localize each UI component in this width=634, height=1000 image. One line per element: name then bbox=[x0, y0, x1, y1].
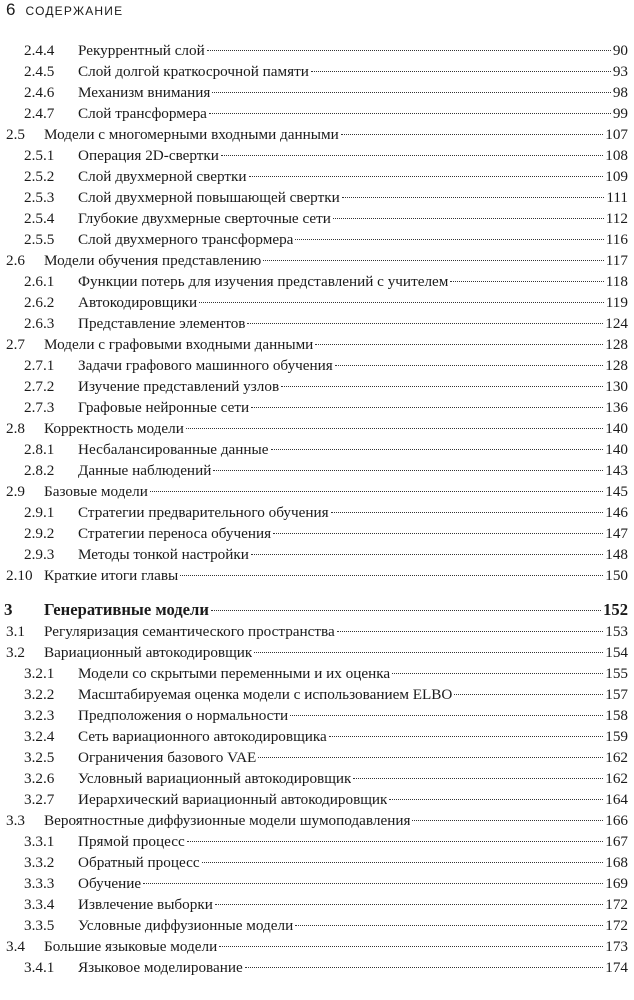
toc-entry-number: 3.2.7 bbox=[24, 791, 55, 808]
toc-entry[interactable] bbox=[4, 105, 628, 126]
toc-entry-number: 2.4.5 bbox=[24, 63, 55, 80]
dot-leader bbox=[258, 757, 603, 758]
toc-entry-number: 3.2 bbox=[6, 644, 25, 661]
toc-entry-page: 164 bbox=[605, 791, 628, 808]
toc-entry-page: 130 bbox=[605, 378, 628, 395]
dot-leader bbox=[254, 652, 603, 653]
toc-entry-number: 2.9.3 bbox=[24, 546, 55, 563]
toc-entry-number: 3.4 bbox=[6, 938, 25, 955]
toc-entry[interactable] bbox=[4, 483, 628, 504]
dot-leader bbox=[215, 904, 603, 905]
toc-entry-page: 119 bbox=[605, 294, 628, 311]
toc-entry[interactable] bbox=[4, 546, 628, 567]
toc-entry[interactable] bbox=[4, 126, 628, 147]
toc-entry-page: 128 bbox=[605, 336, 628, 353]
toc-entry[interactable] bbox=[4, 147, 628, 168]
toc-entry[interactable] bbox=[4, 399, 628, 420]
toc-entry-title: Предположения о нормальности bbox=[78, 707, 289, 724]
toc-entry[interactable] bbox=[4, 959, 628, 980]
dot-leader bbox=[221, 155, 603, 156]
dot-leader bbox=[295, 925, 603, 926]
dot-leader bbox=[271, 449, 604, 450]
toc-entry-page: 168 bbox=[605, 854, 628, 871]
dot-leader bbox=[207, 50, 611, 51]
toc-entry-title: Стратегии предварительного обучения bbox=[78, 504, 329, 521]
toc-entry[interactable] bbox=[4, 63, 628, 84]
toc-entry-page: 159 bbox=[605, 728, 628, 745]
toc-entry-title: Задачи графового машинного обучения bbox=[78, 357, 333, 374]
toc-entry[interactable] bbox=[4, 210, 628, 231]
toc-entry-number: 3.2.5 bbox=[24, 749, 55, 766]
toc-entry-page: 174 bbox=[605, 959, 628, 976]
dot-leader bbox=[329, 736, 603, 737]
toc-entry-page: 172 bbox=[605, 896, 628, 913]
dot-leader bbox=[295, 239, 603, 240]
dot-leader bbox=[249, 176, 604, 177]
toc-entry-page: 153 bbox=[605, 623, 628, 640]
toc-entry-page: 124 bbox=[605, 315, 628, 332]
toc-entry-title: Операция 2D-свертки bbox=[78, 147, 219, 164]
page-number: 6 bbox=[6, 0, 16, 19]
toc-entry-number: 2.5.1 bbox=[24, 147, 55, 164]
toc-entry-number: 2.5.2 bbox=[24, 168, 55, 185]
toc-entry-page: 162 bbox=[605, 749, 628, 766]
toc-entry-number: 3.3.3 bbox=[24, 875, 55, 892]
toc-entry-title: Механизм внимания bbox=[78, 84, 211, 101]
toc-entry-number: 2.5.4 bbox=[24, 210, 55, 227]
toc-entry-number: 2.5.5 bbox=[24, 231, 55, 248]
toc-entry-page: 172 bbox=[605, 917, 628, 934]
toc-entry[interactable] bbox=[4, 294, 628, 315]
toc-entry-page: 152 bbox=[603, 600, 628, 619]
toc-entry-number: 2.6.3 bbox=[24, 315, 55, 332]
toc-entry[interactable] bbox=[4, 504, 628, 525]
dot-leader bbox=[281, 386, 603, 387]
dot-leader bbox=[331, 512, 604, 513]
dot-leader bbox=[202, 862, 604, 863]
toc-entry-title: Слой долгой краткосрочной памяти bbox=[78, 63, 309, 80]
toc-entry-title: Графовые нейронные сети bbox=[78, 399, 250, 416]
toc-entry-title: Слой трансформера bbox=[78, 105, 207, 122]
toc-entry[interactable] bbox=[4, 896, 628, 917]
toc-entry-number: 2.8 bbox=[6, 420, 25, 437]
toc-entry-title: Вероятностные диффузионные модели шумоподавления bbox=[44, 812, 411, 829]
toc-entry[interactable] bbox=[4, 315, 628, 336]
toc-entry-page: 154 bbox=[605, 644, 628, 661]
toc-entry-number: 3.3 bbox=[6, 812, 25, 829]
toc-entry-title: Модели с многомерными входными данными bbox=[44, 126, 339, 143]
toc-entry-page: 128 bbox=[605, 357, 628, 374]
toc-entry[interactable] bbox=[4, 441, 628, 462]
dot-leader bbox=[143, 883, 603, 884]
dot-leader bbox=[199, 302, 604, 303]
toc-entry-page: 162 bbox=[605, 770, 628, 787]
toc-entry-page: 99 bbox=[612, 105, 628, 122]
toc-entry[interactable] bbox=[4, 168, 628, 189]
toc-entry-page: 143 bbox=[605, 462, 628, 479]
toc-entry-page: 111 bbox=[606, 189, 628, 206]
dot-leader bbox=[341, 134, 604, 135]
toc-entry[interactable] bbox=[4, 357, 628, 378]
toc-entry-number: 2.6 bbox=[6, 252, 25, 269]
toc-entry-number: 2.9 bbox=[6, 483, 25, 500]
toc-entry[interactable] bbox=[4, 644, 628, 665]
dot-leader bbox=[342, 197, 605, 198]
toc-entry-page: 116 bbox=[605, 231, 628, 248]
toc-entry[interactable] bbox=[4, 600, 628, 623]
toc-entry-page: 118 bbox=[605, 273, 628, 290]
dot-leader bbox=[454, 694, 603, 695]
toc-entry[interactable] bbox=[4, 252, 628, 273]
toc-entry[interactable] bbox=[4, 336, 628, 357]
toc-entry[interactable] bbox=[4, 378, 628, 399]
toc-entry-number: 3.4.1 bbox=[24, 959, 55, 976]
running-title: СОДЕРЖАНИЕ bbox=[25, 4, 124, 18]
dot-leader bbox=[245, 967, 603, 968]
dot-leader bbox=[337, 631, 603, 632]
toc-entry-title: Глубокие двухмерные сверточные сети bbox=[78, 210, 331, 227]
toc-entry-page: 117 bbox=[605, 252, 628, 269]
table-of-contents bbox=[4, 42, 628, 980]
toc-entry[interactable] bbox=[4, 707, 628, 728]
toc-entry[interactable] bbox=[4, 791, 628, 812]
dot-leader bbox=[247, 323, 603, 324]
dot-leader bbox=[209, 113, 611, 114]
dot-leader bbox=[219, 946, 603, 947]
toc-entry-number: 3.2.1 bbox=[24, 665, 55, 682]
toc-entry-number: 2.5 bbox=[6, 126, 25, 143]
toc-entry-page: 169 bbox=[605, 875, 628, 892]
toc-entry-title: Прямой процесс bbox=[78, 833, 185, 850]
toc-entry-number: 3.3.1 bbox=[24, 833, 55, 850]
toc-entry[interactable] bbox=[4, 833, 628, 854]
toc-entry[interactable] bbox=[4, 686, 628, 707]
toc-entry[interactable] bbox=[4, 770, 628, 791]
toc-entry-title: Извлечение выборки bbox=[78, 896, 213, 913]
toc-entry-title: Вариационный автокодировщик bbox=[44, 644, 253, 661]
toc-entry-number: 3.2.6 bbox=[24, 770, 55, 787]
toc-entry-number: 3.3.4 bbox=[24, 896, 55, 913]
toc-entry[interactable] bbox=[4, 420, 628, 441]
toc-entry-title: Модели с графовыми входными данными bbox=[44, 336, 314, 353]
toc-entry-number: 2.7.2 bbox=[24, 378, 55, 395]
dot-leader bbox=[263, 260, 604, 261]
toc-entry-title: Несбалансированные данные bbox=[78, 441, 269, 458]
toc-entry-number: 3.3.2 bbox=[24, 854, 55, 871]
toc-entry-title: Данные наблюдений bbox=[78, 462, 212, 479]
toc-entry-page: 112 bbox=[605, 210, 628, 227]
toc-entry[interactable] bbox=[4, 728, 628, 749]
toc-entry-title: Представление элементов bbox=[78, 315, 246, 332]
toc-entry-number: 3.2.2 bbox=[24, 686, 55, 703]
toc-entry[interactable] bbox=[4, 84, 628, 105]
dot-leader bbox=[180, 575, 603, 576]
dot-leader bbox=[353, 778, 603, 779]
toc-entry-title: Обратный процесс bbox=[78, 854, 200, 871]
toc-entry-number: 2.9.2 bbox=[24, 525, 55, 542]
toc-entry-page: 146 bbox=[605, 504, 628, 521]
chapter-spacer bbox=[4, 588, 628, 600]
toc-entry-title: Сеть вариационного автокодировщика bbox=[78, 728, 327, 745]
toc-entry-page: 145 bbox=[605, 483, 628, 500]
toc-entry-page: 136 bbox=[605, 399, 628, 416]
toc-entry-number: 2.4.4 bbox=[24, 42, 55, 59]
toc-entry[interactable] bbox=[4, 854, 628, 875]
toc-entry-title: Слой двухмерного трансформера bbox=[78, 231, 294, 248]
dot-leader bbox=[392, 673, 603, 674]
dot-leader bbox=[251, 554, 603, 555]
toc-entry-page: 98 bbox=[612, 84, 628, 101]
toc-entry-title: Изучение представлений узлов bbox=[78, 378, 280, 395]
toc-entry-page: 140 bbox=[605, 441, 628, 458]
dot-leader bbox=[450, 281, 603, 282]
dot-leader bbox=[389, 799, 603, 800]
dot-leader bbox=[150, 491, 603, 492]
toc-entry-number: 3.2.4 bbox=[24, 728, 55, 745]
toc-entry-title: Краткие итоги главы bbox=[44, 567, 179, 584]
toc-entry-number: 3.1 bbox=[6, 623, 25, 640]
toc-entry-number: 2.6.2 bbox=[24, 294, 55, 311]
page-header bbox=[6, 0, 123, 22]
dot-leader bbox=[187, 841, 603, 842]
toc-entry-page: 108 bbox=[605, 147, 628, 164]
toc-entry-title: Автокодировщики bbox=[78, 294, 198, 311]
toc-entry-number: 2.4.7 bbox=[24, 105, 55, 122]
toc-entry-title: Регуляризация семантического пространства bbox=[44, 623, 335, 640]
toc-entry-page: 166 bbox=[605, 812, 628, 829]
toc-entry-page: 167 bbox=[605, 833, 628, 850]
toc-entry-title: Масштабируемая оценка модели с использованием ELBO bbox=[78, 686, 453, 703]
toc-entry-title: Иерархический вариационный автокодировщик bbox=[78, 791, 388, 808]
toc-entry-number: 2.4.6 bbox=[24, 84, 55, 101]
toc-entry[interactable] bbox=[4, 567, 628, 588]
toc-entry[interactable] bbox=[4, 42, 628, 63]
toc-entry[interactable] bbox=[4, 273, 628, 294]
dot-leader bbox=[412, 820, 603, 821]
toc-entry-page: 173 bbox=[605, 938, 628, 955]
toc-entry-page: 107 bbox=[605, 126, 628, 143]
toc-entry-title: Модели со скрытыми переменными и их оценка bbox=[78, 665, 391, 682]
toc-entry-page: 93 bbox=[612, 63, 628, 80]
toc-entry-title: Методы тонкой настройки bbox=[78, 546, 249, 563]
toc-entry-page: 140 bbox=[605, 420, 628, 437]
toc-entry-number: 3.2.3 bbox=[24, 707, 55, 724]
dot-leader bbox=[212, 92, 610, 93]
dot-leader bbox=[335, 365, 603, 366]
toc-entry-title: Условный вариационный автокодировщик bbox=[78, 770, 352, 787]
toc-entry-page: 155 bbox=[605, 665, 628, 682]
toc-entry-number: 2.7.3 bbox=[24, 399, 55, 416]
toc-entry-title: Слой двухмерной повышающей свертки bbox=[78, 189, 340, 206]
toc-entry-title: Базовые модели bbox=[44, 483, 148, 500]
toc-entry-page: 90 bbox=[612, 42, 628, 59]
toc-entry-number: 2.6.1 bbox=[24, 273, 55, 290]
toc-entry-title: Условные диффузионные модели bbox=[78, 917, 294, 934]
toc-entry-title: Модели обучения представлению bbox=[44, 252, 262, 269]
toc-entry-page: 109 bbox=[605, 168, 628, 185]
toc-entry[interactable] bbox=[4, 875, 628, 896]
toc-entry[interactable] bbox=[4, 665, 628, 686]
toc-entry-number: 2.8.2 bbox=[24, 462, 55, 479]
dot-leader bbox=[186, 428, 603, 429]
dot-leader bbox=[290, 715, 603, 716]
dot-leader bbox=[213, 470, 603, 471]
dot-leader bbox=[315, 344, 603, 345]
toc-entry[interactable] bbox=[4, 938, 628, 959]
toc-entry-title: Функции потерь для изучения представлений с учителем bbox=[78, 273, 449, 290]
dot-leader bbox=[251, 407, 603, 408]
toc-entry-title: Генеративные модели bbox=[44, 600, 209, 619]
toc-entry-title: Рекуррентный слой bbox=[78, 42, 205, 59]
toc-entry-title: Ограничения базового VAE bbox=[78, 749, 257, 766]
toc-entry-number: 2.10 bbox=[6, 567, 33, 584]
toc-entry[interactable] bbox=[4, 462, 628, 483]
toc-entry-page: 157 bbox=[605, 686, 628, 703]
toc-entry-number: 2.9.1 bbox=[24, 504, 55, 521]
toc-entry-page: 150 bbox=[605, 567, 628, 584]
toc-entry-title: Языковое моделирование bbox=[78, 959, 243, 976]
toc-entry[interactable] bbox=[4, 812, 628, 833]
toc-entry[interactable] bbox=[4, 623, 628, 644]
toc-entry-number: 2.8.1 bbox=[24, 441, 55, 458]
toc-entry-page: 147 bbox=[605, 525, 628, 542]
toc-entry[interactable] bbox=[4, 231, 628, 252]
toc-entry-page: 158 bbox=[605, 707, 628, 724]
toc-entry-page: 148 bbox=[605, 546, 628, 563]
toc-entry-title: Слой двухмерной свертки bbox=[78, 168, 247, 185]
dot-leader bbox=[211, 610, 601, 611]
toc-entry[interactable] bbox=[4, 917, 628, 938]
dot-leader bbox=[273, 533, 603, 534]
toc-entry[interactable] bbox=[4, 189, 628, 210]
toc-entry-title: Стратегии переноса обучения bbox=[78, 525, 272, 542]
toc-entry-title: Корректность модели bbox=[44, 420, 184, 437]
toc-entry-number: 2.7.1 bbox=[24, 357, 55, 374]
dot-leader bbox=[333, 218, 604, 219]
toc-entry-number: 2.5.3 bbox=[24, 189, 55, 206]
dot-leader bbox=[311, 71, 611, 72]
toc-entry-number: 3 bbox=[4, 600, 13, 619]
toc-entry-title: Большие языковые модели bbox=[44, 938, 218, 955]
toc-entry[interactable] bbox=[4, 525, 628, 546]
toc-entry[interactable] bbox=[4, 749, 628, 770]
toc-entry-number: 3.3.5 bbox=[24, 917, 55, 934]
toc-entry-title: Обучение bbox=[78, 875, 142, 892]
toc-entry-number: 2.7 bbox=[6, 336, 25, 353]
